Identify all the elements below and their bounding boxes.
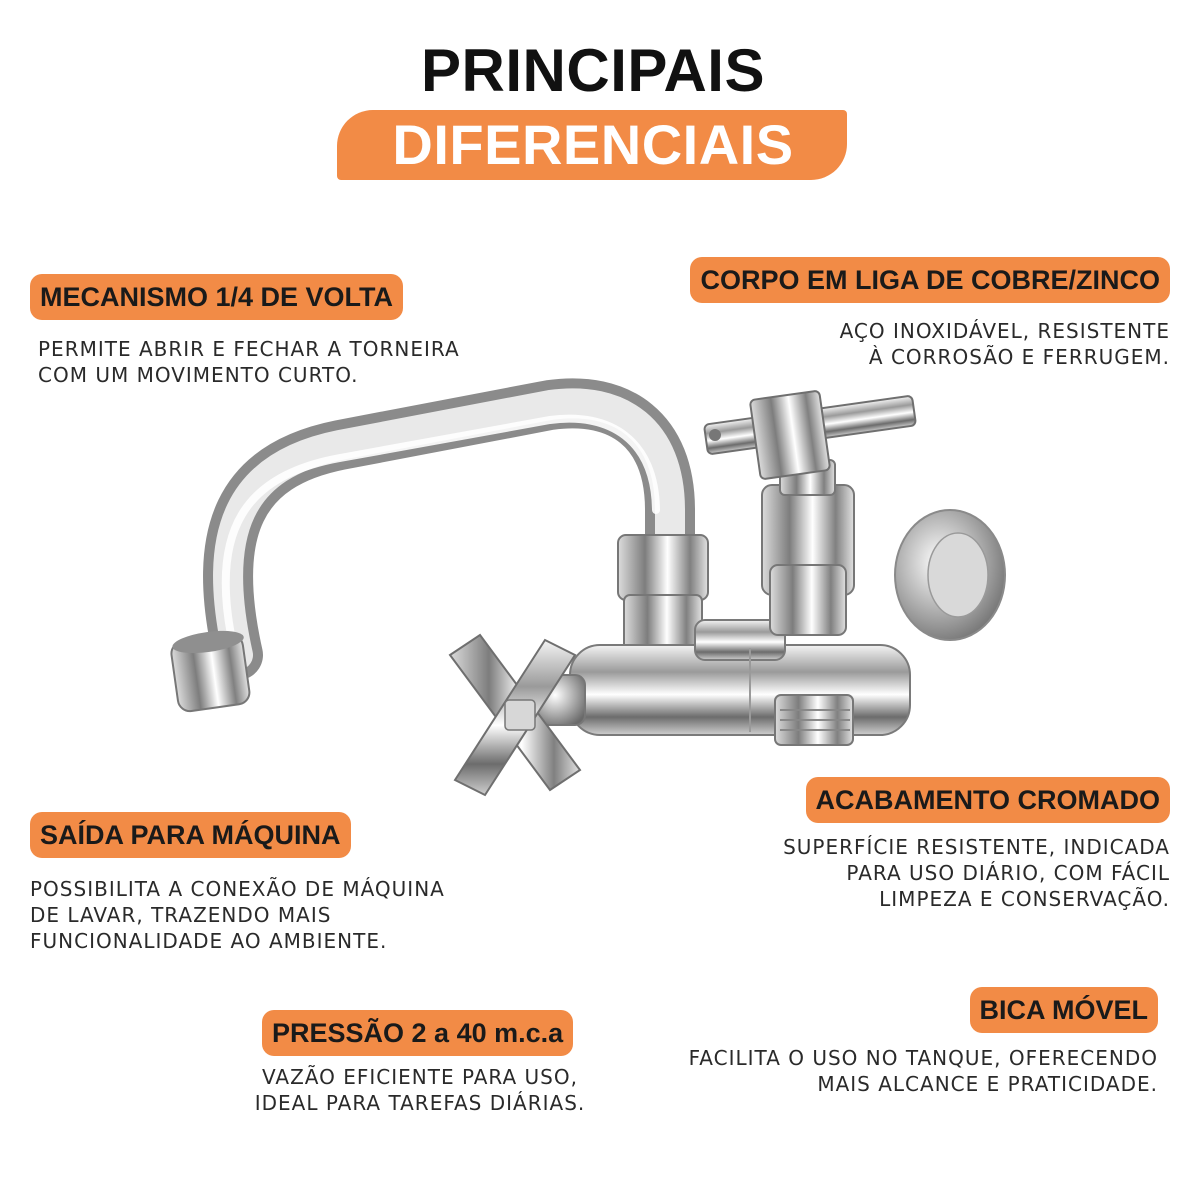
feature-finish-description bbox=[783, 834, 1170, 912]
feature-body-description bbox=[840, 318, 1170, 370]
top-cross-handle bbox=[704, 391, 916, 480]
faucet-product-image bbox=[150, 370, 1050, 820]
feature-body-line-2: À CORROSÃO E FERRUGEM. bbox=[868, 345, 1170, 369]
feature-machine-description bbox=[30, 876, 445, 954]
feature-finish-line-1: SUPERFÍCIE RESISTENTE, INDICADA bbox=[783, 835, 1170, 859]
feature-machine-line-2: DE LAVAR, TRAZENDO MAIS bbox=[30, 903, 332, 927]
feature-spout-line-1: FACILITA O USO NO TANQUE, OFERECENDO bbox=[688, 1046, 1158, 1070]
feature-body-title: CORPO EM LIGA DE COBRE/ZINCO bbox=[690, 257, 1170, 303]
feature-finish-line-3: LIMPEZA E CONSERVAÇÃO. bbox=[879, 887, 1170, 911]
page-title: PRINCIPAIS bbox=[421, 37, 765, 104]
feature-mechanism-line-2: COM UM MOVIMENTO CURTO. bbox=[38, 363, 359, 387]
feature-mechanism-line-1: PERMITE ABRIR E FECHAR A TORNEIRA bbox=[38, 337, 460, 361]
faucet-body bbox=[570, 620, 910, 735]
feature-finish-title: ACABAMENTO CROMADO bbox=[806, 777, 1171, 823]
feature-machine-title: SAÍDA PARA MÁQUINA bbox=[30, 812, 351, 858]
title-badge: DIFERENCIAIS bbox=[392, 113, 794, 176]
feature-spout-title: BICA MÓVEL bbox=[970, 987, 1159, 1033]
machine-outlet bbox=[775, 695, 853, 745]
wall-flange bbox=[895, 510, 1005, 640]
feature-mechanism-description bbox=[38, 336, 460, 388]
feature-pressure-line-1: VAZÃO EFICIENTE PARA USO, bbox=[262, 1065, 578, 1089]
feature-finish-line-2: PARA USO DIÁRIO, COM FÁCIL bbox=[846, 861, 1170, 885]
top-valve bbox=[762, 460, 854, 635]
feature-machine-line-1: POSSIBILITA A CONEXÃO DE MÁQUINA bbox=[30, 877, 445, 901]
front-cross-handle bbox=[450, 635, 585, 795]
feature-pressure-title: PRESSÃO 2 a 40 m.c.a bbox=[262, 1010, 573, 1056]
feature-body-line-1: AÇO INOXIDÁVEL, RESISTENTE bbox=[839, 319, 1170, 343]
feature-spout-line-2: MAIS ALCANCE E PRATICIDADE. bbox=[817, 1072, 1158, 1096]
feature-pressure-description bbox=[240, 1064, 600, 1116]
feature-spout-description bbox=[689, 1045, 1158, 1097]
feature-pressure-line-2: IDEAL PARA TAREFAS DIÁRIAS. bbox=[254, 1091, 586, 1115]
feature-mechanism-title: MECANISMO 1/4 DE VOLTA bbox=[30, 274, 403, 320]
feature-machine-line-3: FUNCIONALIDADE AO AMBIENTE. bbox=[30, 929, 388, 953]
